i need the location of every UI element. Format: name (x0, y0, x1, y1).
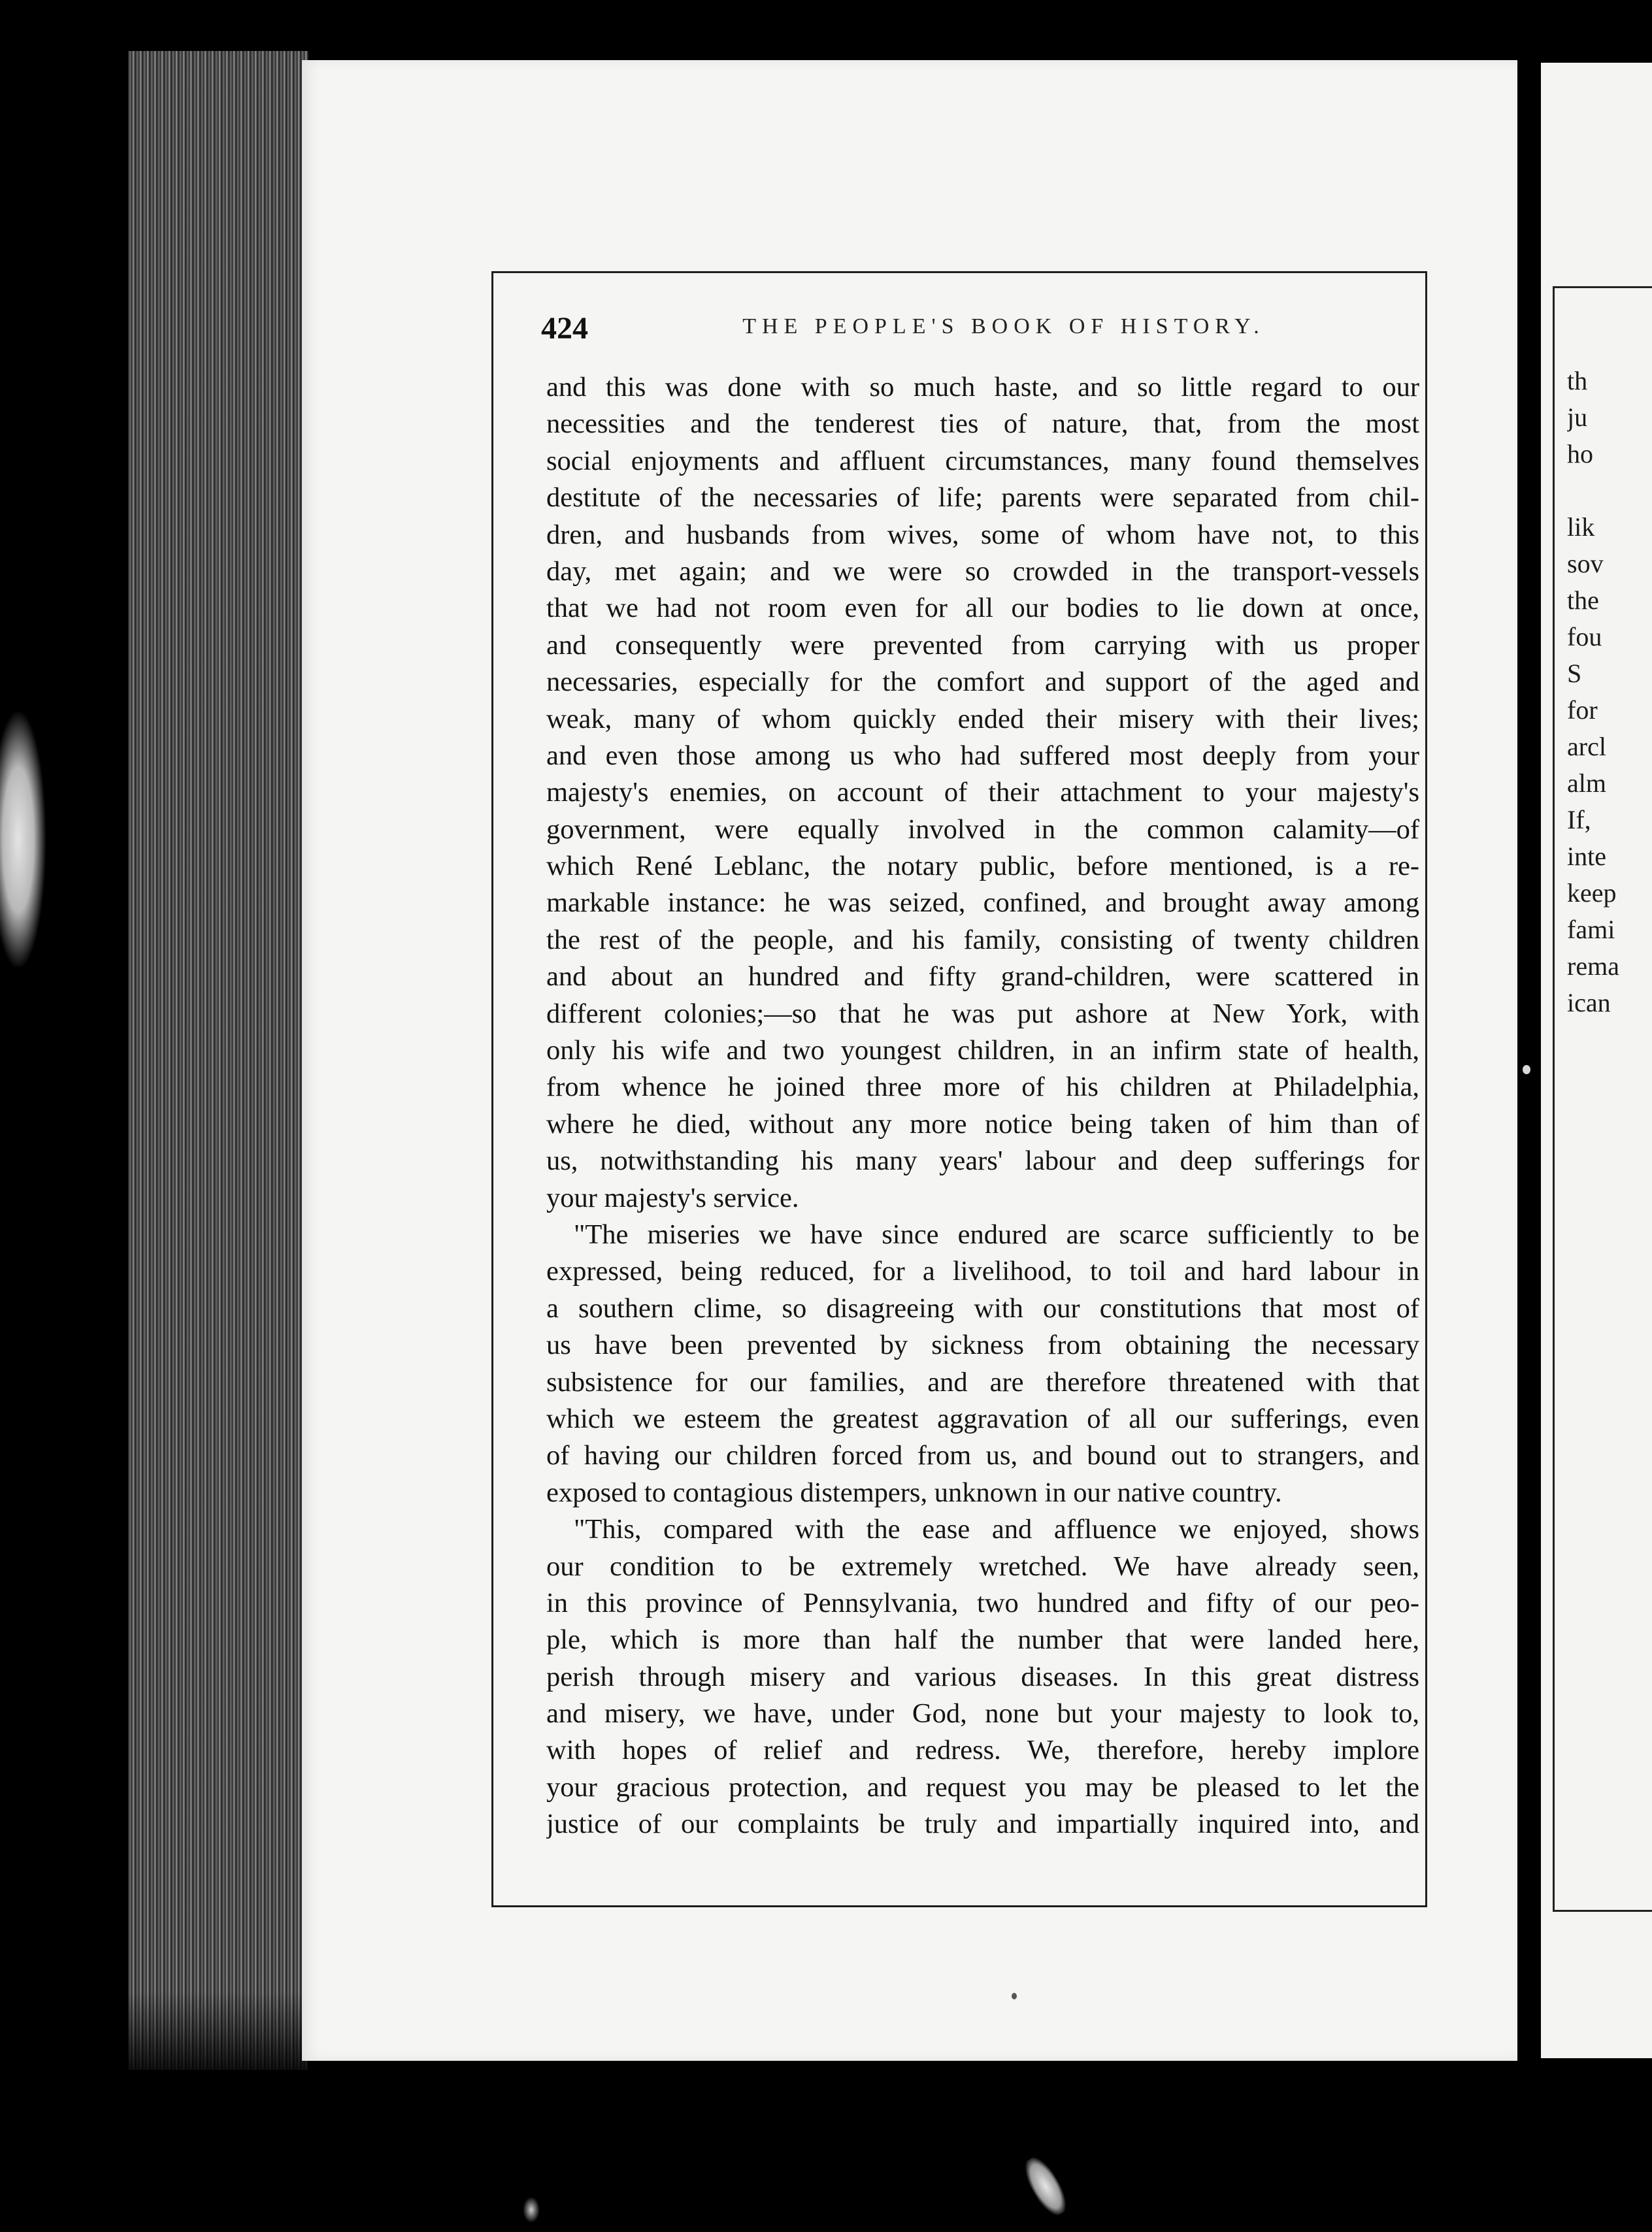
text-line: with hopes of relief and redress. We, therefore, hereby implore (546, 1735, 1419, 1766)
text-line: your gracious protection, and request you may be pleased to let the (546, 1771, 1419, 1803)
text-line: and misery, we have, under God, none but your majesty to look to, (546, 1698, 1419, 1730)
facing-line (1567, 472, 1652, 509)
text-line: ple, which is more than half the number that were landed here, (546, 1624, 1419, 1656)
text-line: which René Leblanc, the notary public, before mentioned, is a re- (546, 851, 1419, 882)
facing-line: ho (1567, 439, 1593, 468)
body-text (546, 369, 1419, 1843)
text-line: different colonies;—so that he was put ashore at New York, with (546, 998, 1419, 1029)
running-head: THE PEOPLE'S BOOK OF HISTORY. (742, 314, 1265, 338)
facing-line: If, (1567, 805, 1591, 834)
text-line: social enjoyments and affluent circumstances, many found themselves (546, 445, 1419, 476)
facing-line: the (1567, 585, 1599, 615)
text-line: and consequently were prevented from carrying with us proper (546, 629, 1419, 661)
text-line: of having our children forced from us, and bound out to strangers, and (546, 1440, 1419, 1471)
facing-line: S (1567, 659, 1582, 688)
text-line: which we esteem the greatest aggravation of all our sufferings, even (546, 1403, 1419, 1434)
text-line: only his wife and two youngest children, in an infirm state of health, (546, 1035, 1419, 1066)
text-line: and even those among us who had suffered most deeply from your (546, 740, 1419, 771)
text-line: "The miseries we have since endured are scarce sufficiently to be (574, 1219, 1419, 1250)
facing-line: lik (1567, 512, 1595, 542)
scan-debris (523, 2197, 540, 2223)
text-line: and about an hundred and fifty grand-children, were scattered in (546, 961, 1419, 993)
text-line: destitute of the necessaries of life; parents were separated from chil- (546, 482, 1419, 514)
scan-smudge (0, 712, 46, 967)
text-line: and this was done with so much haste, and so little regard to our (546, 372, 1419, 402)
text-line: a southern clime, so disagreeing with our constitutions that most of (546, 1292, 1419, 1324)
scan-debris (1019, 2152, 1073, 2220)
facing-line: for (1567, 695, 1598, 725)
facing-line: alm (1567, 768, 1606, 798)
text-line: day, met again; and we were so crowded in the transport-vessels (546, 555, 1419, 587)
text-line: our condition to be extremely wretched. We have already seen, (546, 1551, 1419, 1582)
facing-line: ican (1567, 988, 1611, 1017)
text-line: weak, many of whom quickly ended their misery with their lives; (546, 703, 1419, 734)
page-header (541, 310, 1410, 350)
facing-line: ju (1567, 402, 1588, 432)
text-line: the rest of the people, and his family, consisting of twenty children (546, 924, 1419, 955)
facing-line: rema (1567, 951, 1619, 981)
text-line: from whence he joined three more of his children at Philadelphia, (546, 1072, 1419, 1103)
facing-page-text (1567, 363, 1652, 1021)
scan-speck (1523, 1065, 1530, 1074)
facing-line: arcl (1567, 732, 1606, 761)
text-line: your majesty's service. (546, 1182, 799, 1213)
facing-line: fou (1567, 622, 1602, 651)
page-edges (128, 51, 308, 2070)
page-number: 424 (541, 311, 588, 346)
text-line: majesty's enemies, on account of their attachment to your majesty's (546, 777, 1419, 808)
text-line: us, notwithstanding his many years' labour and deep sufferings for (546, 1145, 1419, 1177)
text-line: dren, and husbands from wives, some of whom have not, to this (546, 519, 1419, 550)
text-line: government, were equally involved in the common calamity—of (546, 813, 1419, 845)
text-line: where he died, without any more notice being taken of him than of (546, 1108, 1419, 1140)
facing-line: inte (1567, 842, 1606, 871)
facing-line: sov (1567, 549, 1604, 578)
facing-line: th (1567, 366, 1588, 395)
text-line: "This, compared with the ease and affluence we enjoyed, shows (574, 1514, 1419, 1545)
text-line: markable instance: he was seized, confined, and brought away among (546, 887, 1419, 919)
text-line: us have been prevented by sickness from obtaining the necessary (546, 1330, 1419, 1361)
facing-line: keep (1567, 878, 1617, 908)
text-line: subsistence for our families, and are therefore threatened with that (546, 1366, 1419, 1398)
text-line: expressed, being reduced, for a livelihood, to toil and hard labour in (546, 1256, 1419, 1287)
text-line: that we had not room even for all our bodies to lie down at once, (546, 593, 1419, 624)
text-line: perish through misery and various diseases. In this great distress (546, 1661, 1419, 1692)
text-line: necessities and the tenderest ties of nature, that, from the most (546, 408, 1419, 440)
text-line: necessaries, especially for the comfort and support of the aged and (546, 666, 1419, 698)
text-line: justice of our complaints be truly and impartially inquired into, and (546, 1809, 1419, 1840)
scan-speck (1012, 1993, 1017, 1999)
facing-line: fami (1567, 915, 1615, 944)
text-line: exposed to contagious distempers, unknown in our native country. (546, 1477, 1282, 1508)
text-line: in this province of Pennsylvania, two hundred and fifty of our peo- (546, 1587, 1419, 1618)
